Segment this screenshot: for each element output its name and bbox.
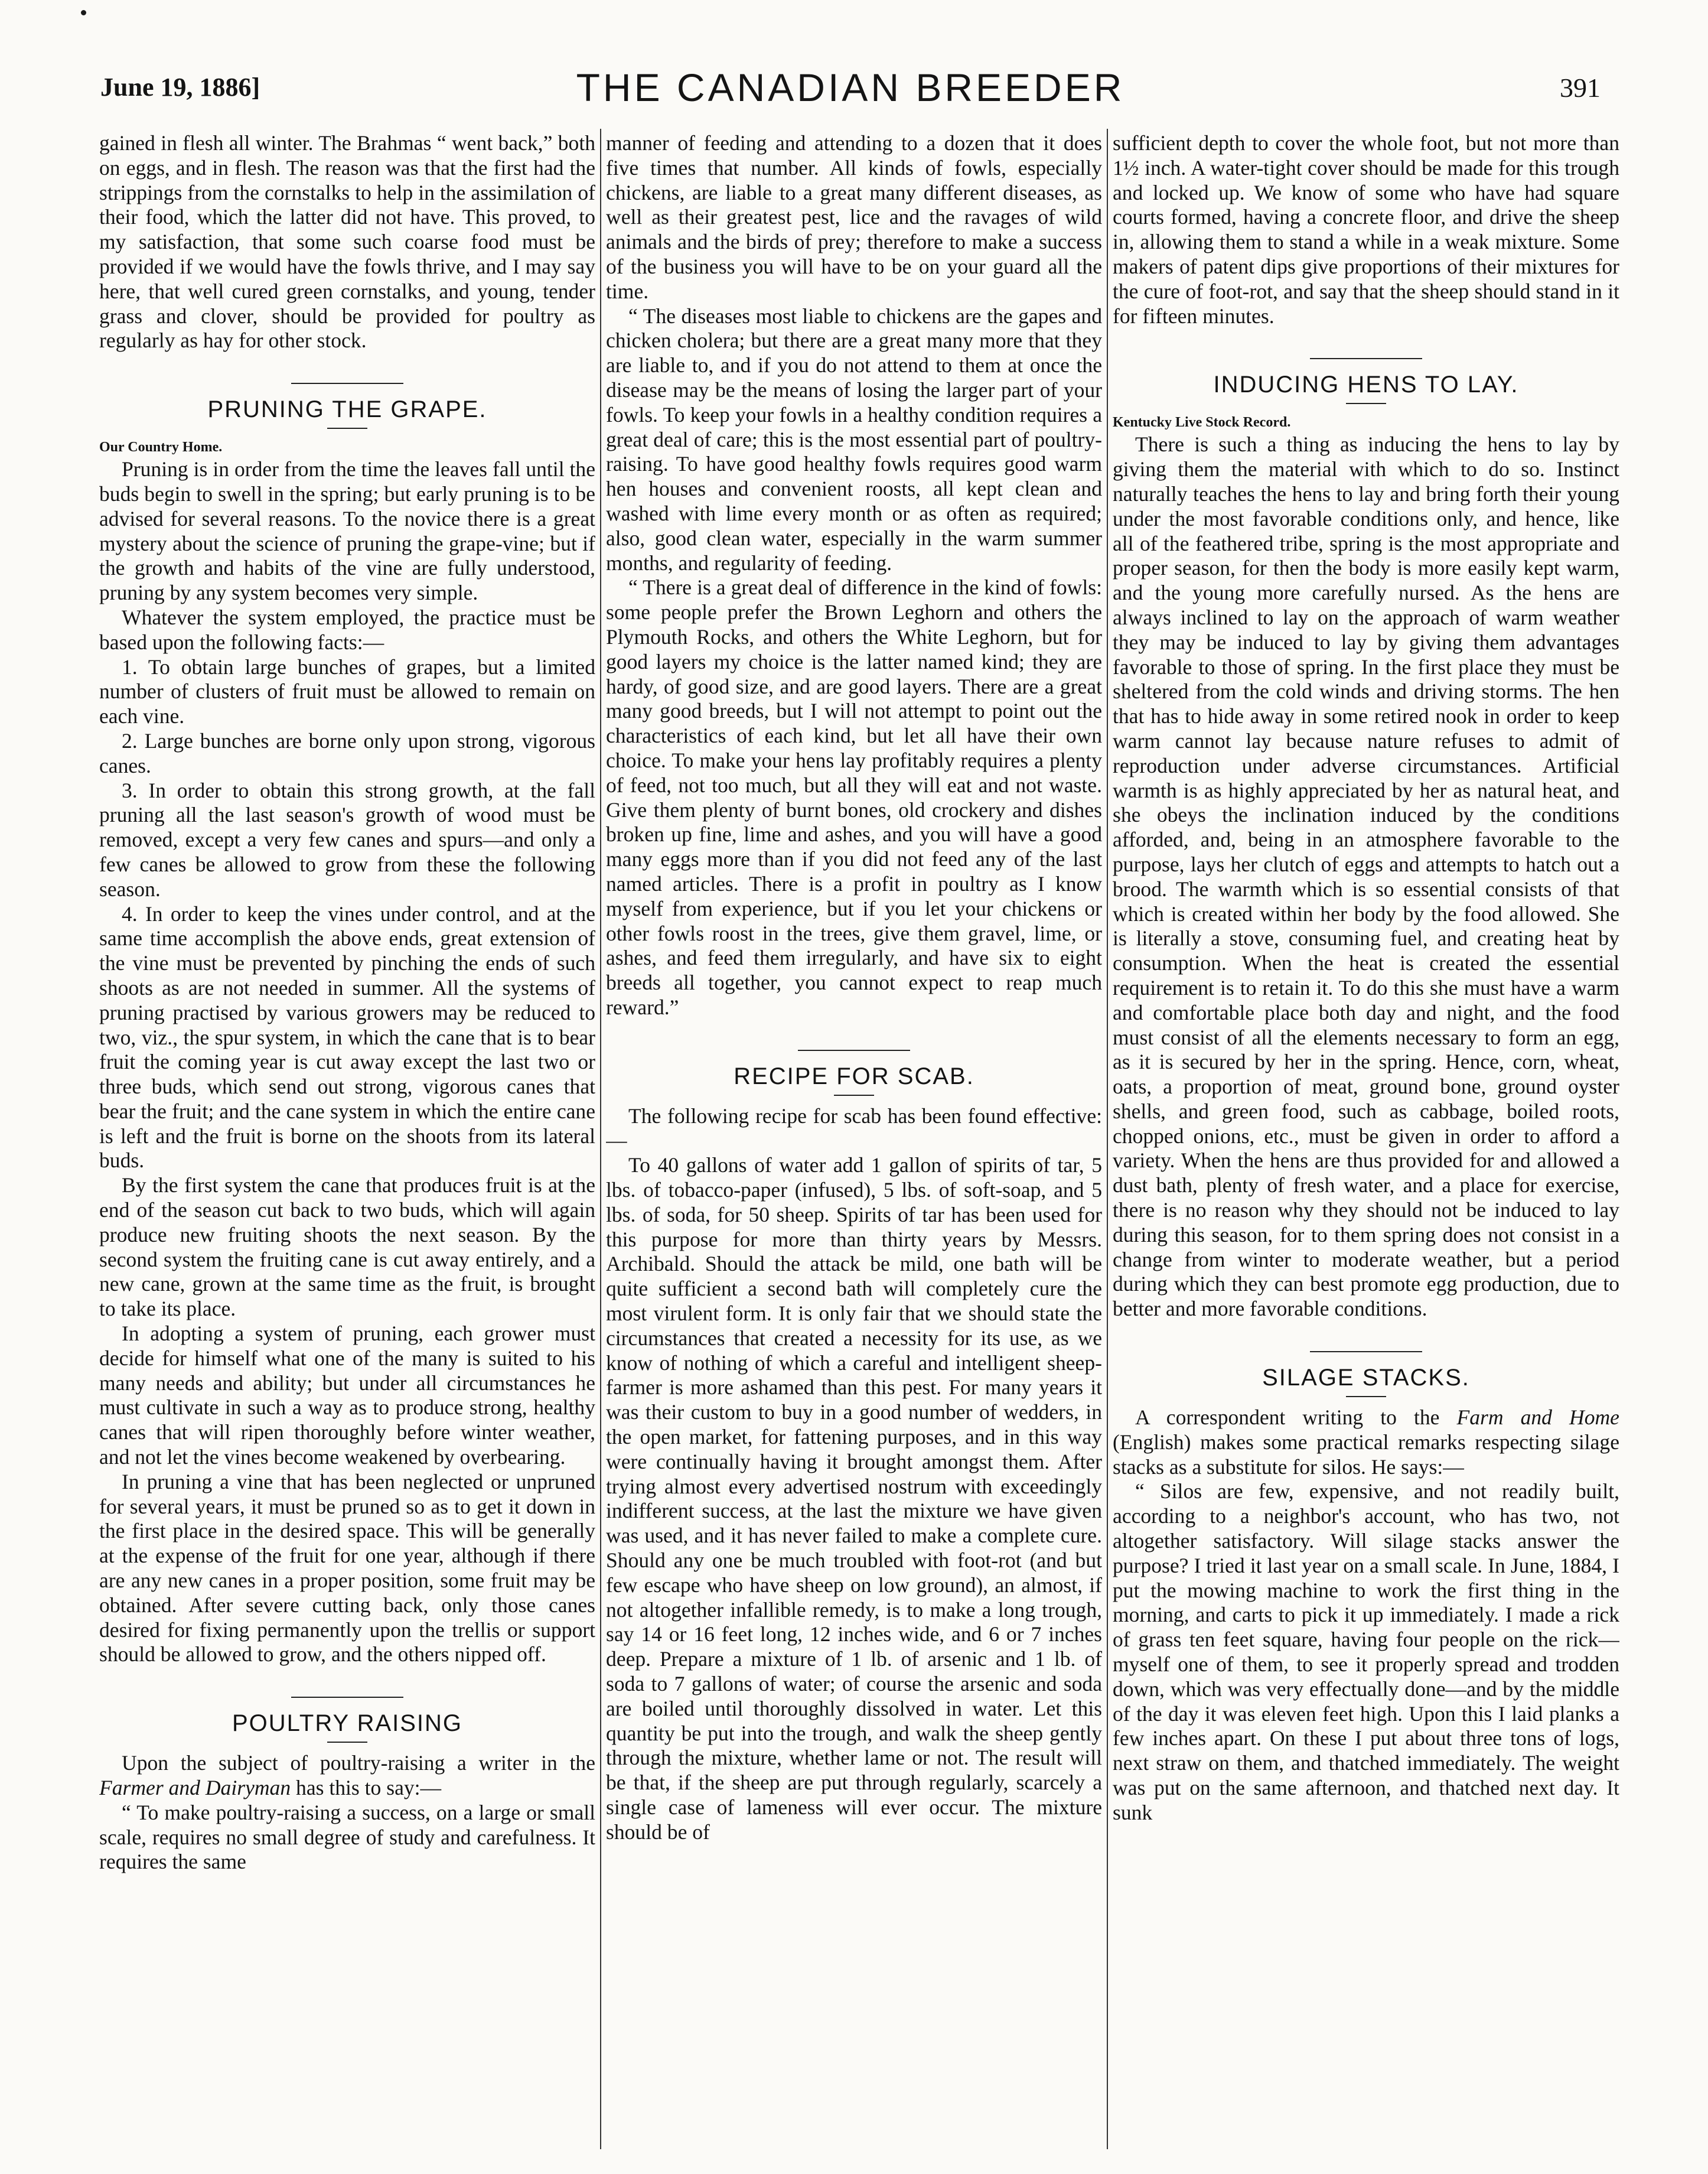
column-rule-right	[1107, 129, 1108, 2149]
paragraph: “ To make poultry-raising a success, on a large or small scale, requires no small degree of study and carefulness. It requires the same	[99, 1800, 595, 1874]
paragraph: 1. To obtain large bunches of grapes, but a limited number of clusters of fruit must be allowed to remain on each vine.	[99, 655, 595, 728]
column-3	[1113, 131, 1619, 2152]
paragraph: Pruning is in order from the time the leaves fall until the buds begin to swell in the spring; but early pruning is to be advised for several reasons. To the novice there is a great mystery about the science of pruning the grape-vine; but if the growth and habits of the vine are fully understood, pruning by any system becomes very simple.	[99, 457, 595, 605]
title-underline	[1346, 1396, 1386, 1397]
title-underline	[1346, 403, 1386, 404]
paragraph: In pruning a vine that has been neglected or unpruned for several years, it must be pruned so as to get it down in the first place in the desired space. This will be generally at the expense of the fruit for one year, although if there are any new canes in a proper position, some fruit may be obtained. After severe cutting back, only those canes desired for fixing permanently upon the trellis or support should be allowed to grow, and the others nipped off.	[99, 1469, 595, 1667]
section-divider	[798, 1050, 910, 1051]
issue-date: June 19, 1886]	[100, 73, 260, 102]
print-speck	[81, 10, 86, 15]
text-run: A correspondent writing to the	[1135, 1405, 1440, 1430]
publication-name: Farmer and Dairyman	[99, 1776, 291, 1800]
paragraph: “ The diseases most liable to chickens are the gapes and chicken cholera; but there are a great many more that they are liable to, and if you do not attend to them at once the disease may be the means of losing the larger part of your fowls. To keep your fowls in a healthy condition requires a great deal of care; this is the most essential part of poultry-raising. To have good healthy fowls requires good warm hen houses and convenient roosts, all kept clean and washed with lime every month or as often as required; also, good clean water, especially in the warm summer months, and regularity of feeding.	[606, 304, 1102, 575]
paragraph: To 40 gallons of water add 1 gallon of spirits of tar, 5 lbs. of tobacco-paper (infused), 5 lbs. of soft-soap, and 5 lbs. of soda, for 50 sheep. Spirits of tar has been used for this purpose for more than thirty years by Messrs. Archibald. Should the attack be mild, one bath will be quite sufficient a second bath will completely cure the most virulent form. It is only fair that we should state the circumstances that created a necessity for its use, as we know of nothing of which a careful and intelligent sheep-farmer is more ashamed than this pest. For many years it was their custom to buy in a good number of wedders, in the open market, for fattening purposes, and in this way were continually having it brought amongst them. After trying almost every advertised nostrum with exceedingly indifferent success, at the last the mixture we have given was used, and it has never failed to make a complete cure. Should any one be much troubled with foot-rot (and but few escape who have sheep on low ground), an almost, if not altogether infallible remedy, is to make a long trough, say 14 or 16 feet long, 12 inches wide, and 6 or 7 inches deep. Prepare a mixture of 1 lb. of arsenic and 1 lb. of soda to 7 gallons of water; of course the arsenic and soda are boiled until thoroughly dissolved in water. Let this quantity be put into the trough, and walk the sheep gently through the mixture, whether lame or not. The result will be that, if the sheep are put through regularly, scarcely a single case of lameness will ever occur. The mixture should be of	[606, 1153, 1102, 1844]
paragraph: Whatever the system employed, the practice must be based upon the following facts:—	[99, 605, 595, 654]
section-divider	[291, 383, 403, 384]
section-divider	[1310, 358, 1422, 359]
paragraph: By the first system the cane that produces fruit is at the end of the season cut back to two buds, which will again produce new fruiting shoots the next season. By the second system the fruiting cane is cut away entirely, and a new cane, grown at the same time as the fruit, is brought to take its place.	[99, 1173, 595, 1321]
continued-paragraph: gained in flesh all winter. The Brahmas “ went back,” both on eggs, and in flesh. The reason was that the first had the strippings from the cornstalks to help in the assimilation of their food, which the latter did not have. This proved, to my satisfaction, that some such coarse food must be provided if we would have the fowls thrive, and I may say here, that well cured green cornstalks, and young, tender grass and clover, should be provided for poultry as regularly as hay for other stock.	[99, 131, 595, 353]
masthead-title: THE CANADIAN BREEDER	[576, 66, 1125, 109]
column-rule-left	[600, 129, 601, 2149]
text-run: has this to say:—	[296, 1776, 442, 1800]
column-1	[99, 131, 595, 2152]
article-source: Our Country Home.	[99, 440, 223, 455]
paragraph: “ There is a great deal of difference in the kind of fowls: some people prefer the Brown Leghorn and others the Plymouth Rocks, and others the White Leghorn, but for good layers my choice is the latter named kind; they are hardy, of good size, and are good layers. There are a great many good breeds, but I will not attempt to point out the characteristics of each kind, but let all have their own choice. To make your hens lay profitably requires a plenty of feed, not too much, but all they will eat and not waste. Give them plenty of burnt bones, old crockery and dishes broken up fine, lime and ashes, and you will have a good many eggs more than if you did not feed any of the last named articles. There is a profit in poultry as I know myself from experience, but if you let your chickens or other fowls roost in the trees, give them gravel, lime, or ashes, and feed them irregularly, and have six to eight breeds all together, you cannot expect to reap much reward.”	[606, 575, 1102, 1019]
page-header	[100, 66, 1601, 111]
text-run: (English) makes some practical remarks respecting silage stacks as a substitute for silos. He says:—	[1113, 1430, 1619, 1479]
text-run: Upon the subject of poultry-raising a writer in the	[122, 1751, 595, 1775]
paragraph	[99, 1751, 595, 1801]
article-title-pruning: PRUNING THE GRAPE.	[207, 396, 487, 423]
paragraph: “ Silos are few, expensive, and not readily built, according to a neighbor's account, who has two, not altogether satisfactory. Will silage stacks answer the purpose? I tried it last year on a small scale. In June, 1884, I put the mowing machine to work the first thing in the morning, and carts to pick it up immediately. I made a rick of grass ten feet square, having four people on the rick—myself one of them, to see it properly spread and trodden down, which was very effectually done—and by the middle of the day it was eleven feet high. Upon this I laid planks a few inches apart. On these I put about three tons of logs, next straw on them, and thatched immediately. The weight was put on the same afternoon, and thatched next day. It sunk	[1113, 1479, 1619, 1824]
section-divider	[1310, 1351, 1422, 1352]
continued-paragraph: manner of feeding and attending to a dozen that it does five times that number. All kinds of fowls, especially chickens, are liable to a great many different diseases, as well as their greatest pest, lice and the ravages of wild animals and the birds of prey; therefore to make a success of the business you will have to be on your guard all the time.	[606, 131, 1102, 303]
paragraph: There is such a thing as inducing the hens to lay by giving them the material with which to do so. Instinct naturally teaches the hens to lay and bring forth their young under the most favorable conditions only, and hence, like all of the feathered tribe, spring is the most appropriate and proper season, for then the body is more easily kept warm, and the young more carefully nursed. As the hens are always inclined to lay on the approach of warm weather they may be induced to lay by giving them advantages favorable to those of spring. In the first place they must be sheltered from the cold winds and driving storms. The hen that has to hide away in some retired nook in order to keep warm cannot lay because nature refuses to admit of reproduction under adverse circumstances. Artificial warmth is as highly appreciated by her as natural heat, and she obeys the inclination induced by the conditions afforded, and, being in an atmosphere favorable to the purpose, lays her clutch of eggs and attempts to hatch out a brood. The warmth which is so essential consists of that which is created within her body by the food allowed. She is literally a stove, consuming fuel, and creating heat by consumption. When the heat is created the essential requirement is to retain it. To do this she must have a warm and comfortable place both day and night, and the food must consist of all the elements necessary to form an egg, as it is secured by her in the spring. Hence, corn, wheat, oats, a proportion of meat, ground bone, ground oyster shells, and green food, such as cabbage, boiled roots, chopped onions, etc., must be given in order to afford a variety. When the hens are thus provided for and allowed a dust bath, plenty of fresh water, and a place for exercise, there is no reason why they should not be induced to lay during this season, for to them spring does not consist in a change from winter to moderate weather, but a period during which they can best promote egg production, due to better and more favorable conditions.	[1113, 432, 1619, 1321]
title-underline	[327, 428, 367, 429]
article-source: Kentucky Live Stock Record.	[1113, 415, 1291, 431]
title-underline	[834, 1095, 874, 1096]
article-title-poultry: POULTRY RAISING	[232, 1710, 463, 1737]
title-underline	[327, 1742, 367, 1743]
page-number: 391	[1560, 73, 1601, 103]
paragraph: 2. Large bunches are borne only upon strong, vigorous canes.	[99, 728, 595, 777]
paragraph	[1113, 1405, 1619, 1479]
section-divider	[291, 1697, 403, 1698]
article-title-scab: RECIPE FOR SCAB.	[734, 1063, 974, 1089]
continued-paragraph: sufficient depth to cover the whole foot, but not more than 1½ inch. A water-tight cover should be made for this trough and locked up. We know of some who have had square courts formed, having a concrete floor, and drive the sheep in, allowing them to stand a while in a weak mixture. Some makers of patent dips give proportions of their mixtures for the cure of foot-rot, and say that the sheep should stand in it for fifteen minutes.	[1113, 131, 1619, 328]
article-title-hens: INDUCING HENS TO LAY.	[1213, 372, 1519, 398]
article-title-silage: SILAGE STACKS.	[1262, 1365, 1470, 1391]
paragraph: 4. In order to keep the vines under control, and at the same time accomplish the above ends, great extension of the vine must be prevented by pinching the ends of such shoots as are not needed in summer. All the systems of pruning practised by various growers may be reduced to two, viz., the spur system, in which the cane that is to bear fruit the coming year is cut away except the last two or three buds, which send out strong, vigorous canes that bear the fruit; and the cane system in which the entire cane is left and the fruit is borne on the shoots from its lateral buds.	[99, 902, 595, 1173]
paragraph: The following recipe for scab has been found effective:—	[606, 1104, 1102, 1153]
paragraph: 3. In order to obtain this strong growth, at the fall pruning all the last season's growth of wood must be removed, except a very few canes and spurs—and only a few canes be allowed to grow from these the following season.	[99, 778, 595, 901]
publication-name: Farm and Home	[1456, 1405, 1619, 1430]
column-2	[606, 131, 1102, 2152]
paragraph: In adopting a system of pruning, each grower must decide for himself what one of the many is suited to his many needs and ability; but under all circumstances he must cultivate in such a way as to produce strong, healthy canes that will ripen thoroughly before winter weather, and not let the vines become weakened by overbearing.	[99, 1322, 595, 1469]
